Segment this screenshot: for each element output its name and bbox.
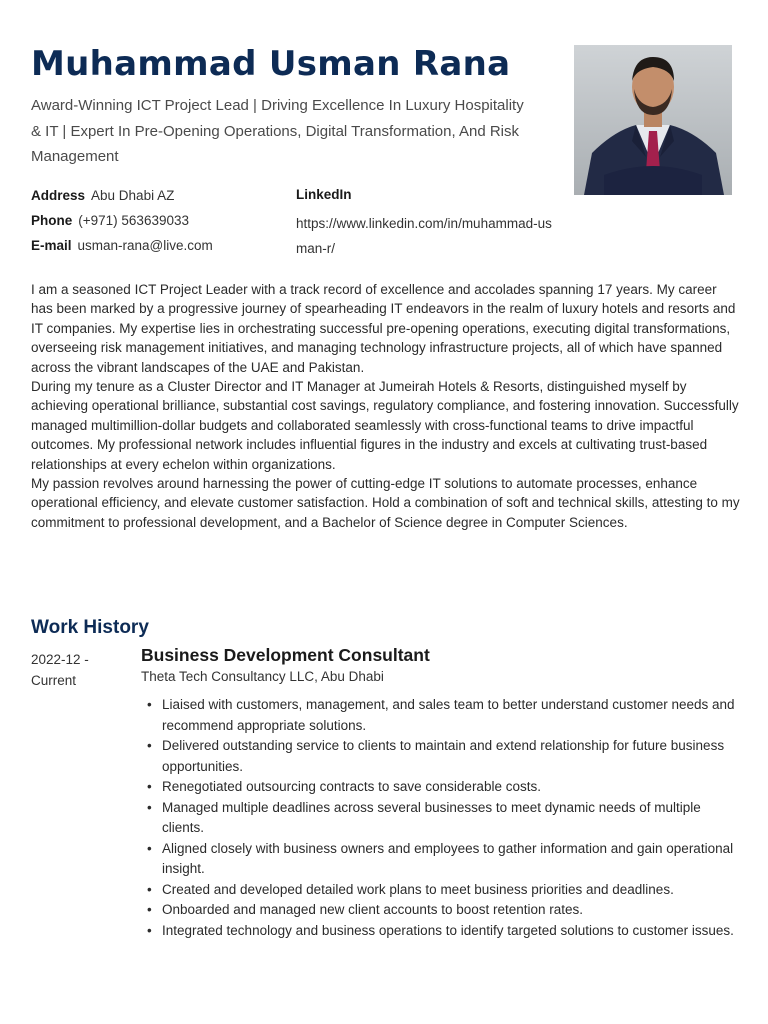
email-label: E-mail [31,238,72,253]
address-value: Abu Dhabi AZ [91,188,175,203]
bullet-icon: • [147,902,152,917]
list-item [141,798,741,839]
job-title: Business Development Consultant [141,645,430,665]
headline: Award-Winning ICT Project Lead | Driving Excellence In Luxury Hospitality & IT | Expert In Pre-Opening Operations, Digital Transformation, And Risk Management [31,97,524,165]
list-item [141,880,741,901]
bullet-text: Managed multiple deadlines across several businesses to meet dynamic needs of multiple clients. [162,799,701,835]
job-company: Theta Tech Consultancy LLC, Abu Dhabi [141,669,384,684]
bullet-icon: • [147,840,152,856]
list-item [141,695,741,736]
email-row [31,237,213,255]
bullet-icon: • [147,738,152,753]
bullet-text: Liaised with customers, management, and sales team to better understand customer needs and recommend appropriate solutions. [162,697,735,733]
profile-photo [574,45,732,195]
email-value[interactable]: usman-rana@live.com [77,238,213,253]
address-row [31,187,174,205]
job-date-end: Current [31,673,77,688]
bullet-text: Aligned closely with business owners and employees to gather information and gain operational insight. [162,840,734,876]
list-item [141,921,741,942]
list-item [141,777,741,798]
list-item [141,839,741,880]
linkedin-link[interactable]: https://www.linkedin.com/in/muhammad-usman-r/ [296,216,552,256]
bullet-icon: • [147,799,152,815]
work-history-heading: Work History [31,617,149,638]
bullet-icon: • [147,922,152,938]
bullet-icon: • [147,881,152,897]
list-item [141,736,741,777]
list-item [141,900,741,921]
professional-summary [31,280,741,532]
summary-paragraph: My passion revolves around harnessing the power of cutting-edge IT solutions to automate processes, enhance operational efficiency, and elevate customer satisfaction. Hold a combination of soft and technical skills, attesting to my commitment to professional development, and a Bachelor of Science degree in Computer Sciences. [31,476,740,530]
address-label: Address [31,188,86,203]
linkedin-label: LinkedIn [296,187,352,202]
bullet-text: Onboarded and managed new client accounts to boost retention rates. [162,902,584,917]
bullet-text: Integrated technology and business operations to identify targeted solutions to customer issues. [162,922,734,938]
job-responsibilities [141,695,741,941]
phone-label: Phone [31,213,73,228]
candidate-name: Muhammad Usman Rana [31,44,511,84]
phone-row [31,212,189,230]
bullet-text: Renegotiated outsourcing contracts to save considerable costs. [162,779,541,794]
job-dates [31,649,131,691]
bullet-icon: • [147,779,152,794]
summary-paragraph: I am a seasoned ICT Project Leader with a track record of excellence and accolades spanning 17 years. My career has been marked by a progressive journey of spearheading IT endeavors in the realm of luxury hotels and resorts and IT companies. My expertise lies in orchestrating successful pre-opening operations, executing digital transformations, overseeing risk management initiatives, and managing technology infrastructure projects, all of which have spanned across the vibrant landscapes of the UAE and Pakistan. [31,282,736,375]
bullet-text: Delivered outstanding service to clients to maintain and extend relationship for future business opportunities. [162,738,725,774]
job-date-start: 2022-12 - [31,652,89,667]
summary-paragraph: During my tenure as a Cluster Director and IT Manager at Jumeirah Hotels & Resorts, distinguished myself by achieving operational brilliance, substantial cost savings, regulatory compliance, and fostering innovation. Successfully managed multimillion-dollar budgets and collaborated seamlessly with cross-functional teams to drive impactful outcomes. My professional network includes influential figures in the industry and excels at cultivating trust-based relationships at every echelon within organizations. [31,379,739,472]
phone-value[interactable]: (+971) 563639033 [78,213,189,228]
bullet-text: Created and developed detailed work plans to meet business priorities and deadlines. [162,881,674,897]
bullet-icon: • [147,697,152,712]
